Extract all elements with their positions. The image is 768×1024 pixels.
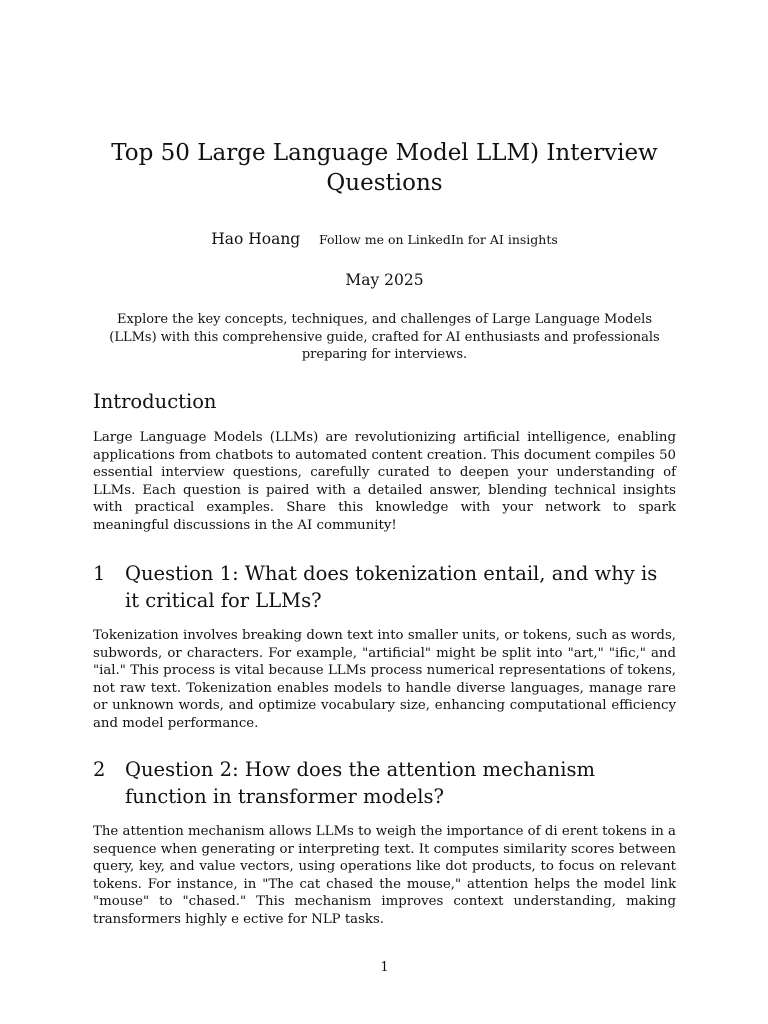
- author-note: Follow me on LinkedIn for AI insights: [319, 232, 558, 247]
- section-1-number: 1: [93, 562, 106, 585]
- section-1-heading: [93, 560, 676, 614]
- section-2-heading: [93, 756, 676, 810]
- abstract: Explore the key concepts, techniques, and challenges of Large Language Models (LLMs) with this comprehensive guide, crafted for AI enthusiasts and professionals preparing for interviews.: [109, 312, 660, 362]
- section-2-number: 2: [93, 758, 106, 781]
- introduction-heading: Introduction: [93, 390, 217, 413]
- section-1-title: Question 1: What does tokenization entail, and why is it critical for LLMs?: [125, 562, 658, 612]
- page-number: 1: [380, 960, 389, 975]
- section-2-body: The attention mechanism allows LLMs to weigh the importance of di erent tokens in a sequence when generating or interpreting text. It computes similarity scores between query, key, and value vectors, using operations like dot products, to focus on relevant tokens. For instance, in "The cat chased the mouse," attention helps the model link "mouse" to "chased." This mechanism improves context understanding, making transformers highly e ective for NLP tasks.: [93, 824, 676, 927]
- section-2-title: Question 2: How does the attention mechanism function in transformer models?: [125, 758, 595, 808]
- document-date: May 2025: [345, 271, 424, 289]
- section-1-body: Tokenization involves breaking down text into smaller units, or tokens, such as words, subwords, or characters. For example, "artificial" might be split into "art," "ific," and "ial." This process is vital because LLMs process numerical representations of tokens, not raw text. Tokenization enables models to handle diverse languages, manage rare or unknown words, and optimize vocabulary size, enhancing computational efficiency and model performance.: [93, 628, 676, 731]
- document-title: Top 50 Large Language Model LLM) Interview Questions: [111, 140, 658, 196]
- author-name: Hao Hoang: [211, 230, 301, 248]
- introduction-body: Large Language Models (LLMs) are revolutionizing artificial intelligence, enabling applications from chatbots to automated content creation. This document compiles 50 essential interview questions, carefully curated to deepen your understanding of LLMs. Each question is paired with a detailed answer, blending technical insights with practical examples. Share this knowledge with your network to spark meaningful discussions in the AI community!: [93, 430, 676, 533]
- author-line: [93, 229, 676, 250]
